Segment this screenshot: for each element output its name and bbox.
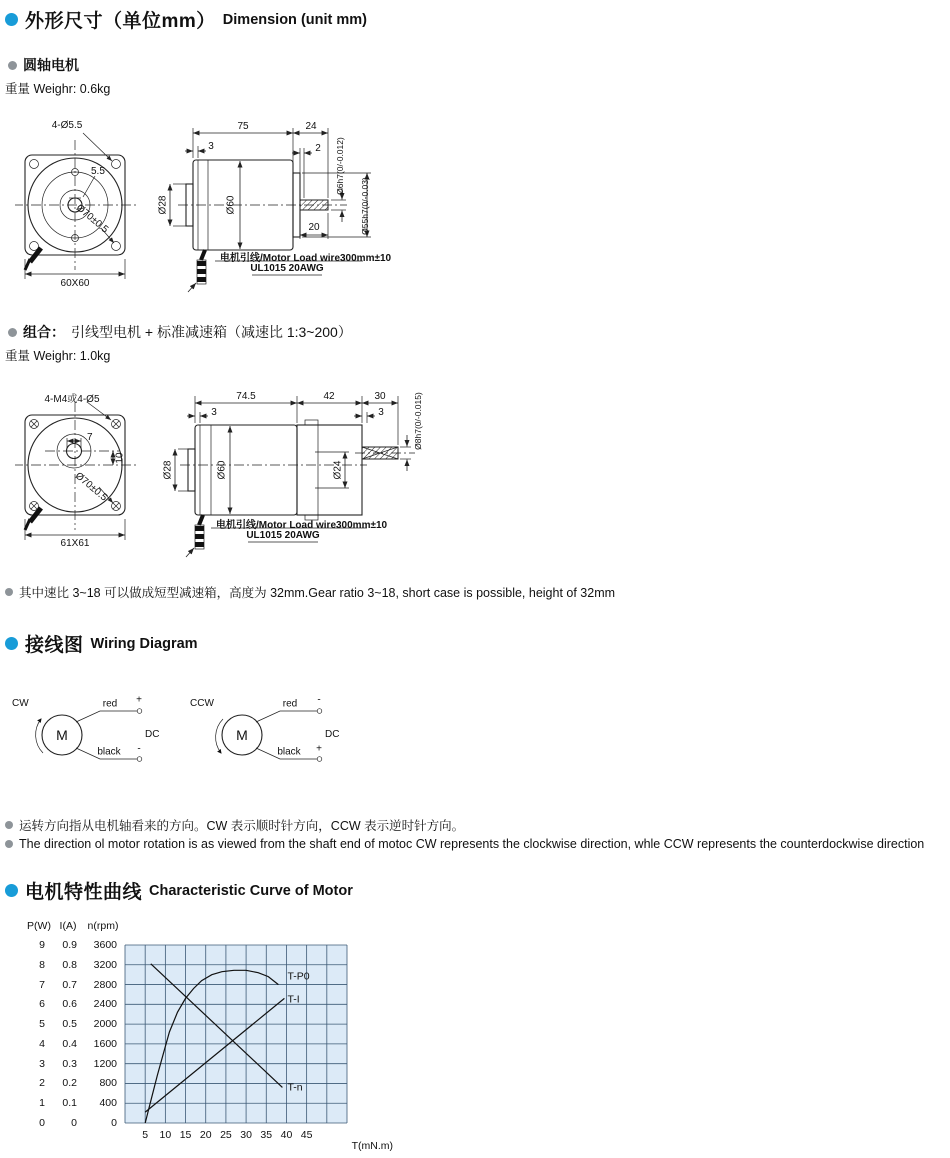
y-tick: 0.5 [62,1018,77,1031]
combination-subtitle [8,322,352,342]
curve-label-T-n: T-n [287,1081,303,1094]
y-tick: 0.6 [62,998,77,1011]
dim-shaft-section: 30 [374,391,386,402]
ccw-red-wire-label: red [282,698,298,710]
y-tick: 2 [39,1077,45,1090]
x-axis-label: T(mN.m) [351,1140,393,1152]
y-tick: 0.3 [62,1057,77,1070]
dim-body-length: 75 [237,121,249,132]
combination-subtitle-text: 引线型电机 + 标准减速箱（减速比 1:3~200） [71,324,352,340]
y-tick: 0.9 [62,939,77,951]
y-tick: 0.4 [62,1037,77,1050]
dim-right-step: 2 [315,143,321,154]
y-column-header: n(rpm) [87,920,119,932]
dim-bolt-holes: 4-Ø5.5 [51,120,83,131]
rotation-note-zh [5,816,464,834]
dim-key-length: 20 [308,222,320,233]
dim-shaft-tolerance: Ø8h7(0/-0.015) [413,392,423,450]
wire-note-line2: UL1015 20AWG [250,263,324,274]
dim-right-step: 3 [378,407,384,418]
dim-body-diameter: Ø60 [216,460,228,480]
y-tick: 800 [99,1077,117,1090]
gray-bullet-icon [5,588,13,596]
curve-label-T-I: T-I [287,993,300,1006]
dim-pitch-circle: Ø70±0.5 [73,202,111,236]
dim-mount-holes: 4-M4或4-Ø5 [44,394,100,405]
section-dimension-header [5,6,367,33]
dim-body-length: 74.5 [236,391,256,402]
y-tick: 0 [39,1117,45,1129]
ccw-motor-label: M [236,727,248,743]
round-shaft-subtitle [8,55,79,75]
y-tick: 3 [39,1057,45,1070]
cw-dc-label: DC [145,729,160,740]
gear-ratio-note-text: 其中速比 3~18 可以做成短型减速箱，高度为 32mm.Gear ratio 3~18, short case is possible, height of 32mm [19,586,616,600]
curve-label-T-P0: T-P0 [287,970,310,983]
section-title-zh: 外形尺寸（单位mm） [25,11,216,32]
y-tick: 400 [99,1097,117,1110]
y-tick: 2000 [93,1018,117,1031]
characteristic-chart [25,918,445,1156]
wiring-diagram [10,695,355,775]
dim-hub-diameter: Ø28 [157,195,169,215]
blue-bullet-icon [5,884,18,897]
dim-shaft-offset: 10 [114,452,126,464]
combination-subtitle-bold: 组合： [23,324,65,340]
dim-gear-diameter: Ø24 [332,460,344,480]
gray-bullet-icon [8,61,17,70]
dim-shaft-tolerance: Ø6h7(0/-0.012) [335,137,345,195]
dim-flange-size: 60X60 [60,278,90,289]
blue-bullet-icon [5,637,18,650]
ccw-bottom-polarity: + [316,743,322,755]
y-tick: 1 [39,1097,45,1110]
drawing-round-shaft-motor [15,118,405,298]
y-tick: 0.8 [62,958,77,971]
ccw-black-wire-label: black [277,746,301,758]
cw-black-wire-label: black [97,746,121,758]
x-tick: 5 [142,1129,149,1141]
y-tick: 6 [39,998,45,1011]
x-tick: 25 [220,1129,232,1141]
x-tick: 20 [199,1129,212,1141]
dim-spigot-tolerance: Ø55h7(0/-0.03) [360,177,370,235]
x-tick: 10 [159,1129,172,1141]
cw-top-polarity: + [136,694,142,706]
y-tick: 0 [71,1117,77,1129]
plot-area [125,945,347,1123]
dim-left-step: 3 [211,407,217,418]
gray-bullet-icon [5,821,13,829]
y-tick: 9 [39,939,45,951]
y-tick: 4 [39,1037,45,1050]
drawing-geared-motor [15,388,445,566]
y-tick: 0 [111,1117,117,1129]
round-shaft-subtitle-text: 圆轴电机 [23,57,79,73]
x-tick: 30 [240,1129,252,1141]
gray-bullet-icon [5,840,13,848]
y-tick: 1200 [93,1057,117,1070]
y-tick: 2400 [93,998,117,1011]
rotation-note-en [5,837,924,851]
ccw-dc-label: DC [325,729,340,740]
section-title-en: Wiring Diagram [90,635,198,652]
gear-ratio-note [5,583,615,601]
y-column-header: I(A) [59,920,77,932]
cw-bottom-polarity: - [137,743,141,755]
y-tick: 3200 [93,958,117,971]
y-tick: 0.7 [62,978,77,991]
y-tick: 0.2 [62,1077,77,1090]
section-wiring-header [5,630,198,657]
wire-note-line2: UL1015 20AWG [246,530,320,541]
dim-body-diameter: Ø60 [225,195,237,215]
cw-motor-label: M [56,727,68,743]
x-tick: 40 [280,1129,293,1141]
dim-flange-size: 61X61 [60,538,90,549]
y-tick: 2800 [93,978,117,991]
rotation-note-en-text: The direction ol motor rotation is as viewed from the shaft end of motoc CW represents the clockwise direction, whle CCW represents the counterdockwise direction [19,837,925,851]
cw-red-wire-label: red [102,698,118,710]
dim-shaft-flat: 5.5 [91,166,105,177]
cw-direction-label: CW [12,698,29,709]
x-tick: 45 [300,1129,313,1141]
y-tick: 3600 [93,939,117,951]
rotation-note-zh-text: 运转方向指从电机轴看来的方向。CW 表示顺时针方向，CCW 表示逆时针方向。 [19,819,465,833]
ccw-direction-label: CCW [190,698,214,709]
y-tick: 0.1 [62,1097,77,1110]
blue-bullet-icon [5,13,18,26]
section-title-zh: 电机特性曲线 [25,882,143,903]
dim-hub-diameter: Ø28 [162,460,174,480]
ccw-top-polarity: - [317,694,321,706]
wire-note-line1: 电机引线/Motor Load wire300mm±10 [216,520,388,531]
combination-weight: 重量 Weighr: 1.0kg [5,349,111,363]
section-title-en: Dimension (unit mm) [222,11,367,28]
y-tick: 1600 [93,1037,117,1050]
dim-gearbox-length: 42 [323,391,335,402]
dim-key-width: 7 [87,432,93,443]
round-shaft-weight: 重量 Weighr: 0.6kg [5,82,111,96]
wire-note-line1: 电机引线/Motor Load wire300mm±10 [220,253,392,264]
y-column-header: P(W) [27,920,51,932]
section-title-en: Characteristic Curve of Motor [149,882,353,899]
y-tick: 5 [39,1018,45,1031]
gray-bullet-icon [8,328,17,337]
x-tick: 35 [260,1129,273,1141]
dim-left-step: 3 [208,141,214,152]
x-tick: 15 [179,1129,192,1141]
dim-shaft-section: 24 [305,121,317,132]
y-tick: 8 [39,958,45,971]
section-title-zh: 接线图 [25,635,84,656]
y-tick: 7 [39,978,45,991]
section-curve-header [5,877,353,904]
dim-pitch-circle: Ø70±0.5 [72,470,110,504]
